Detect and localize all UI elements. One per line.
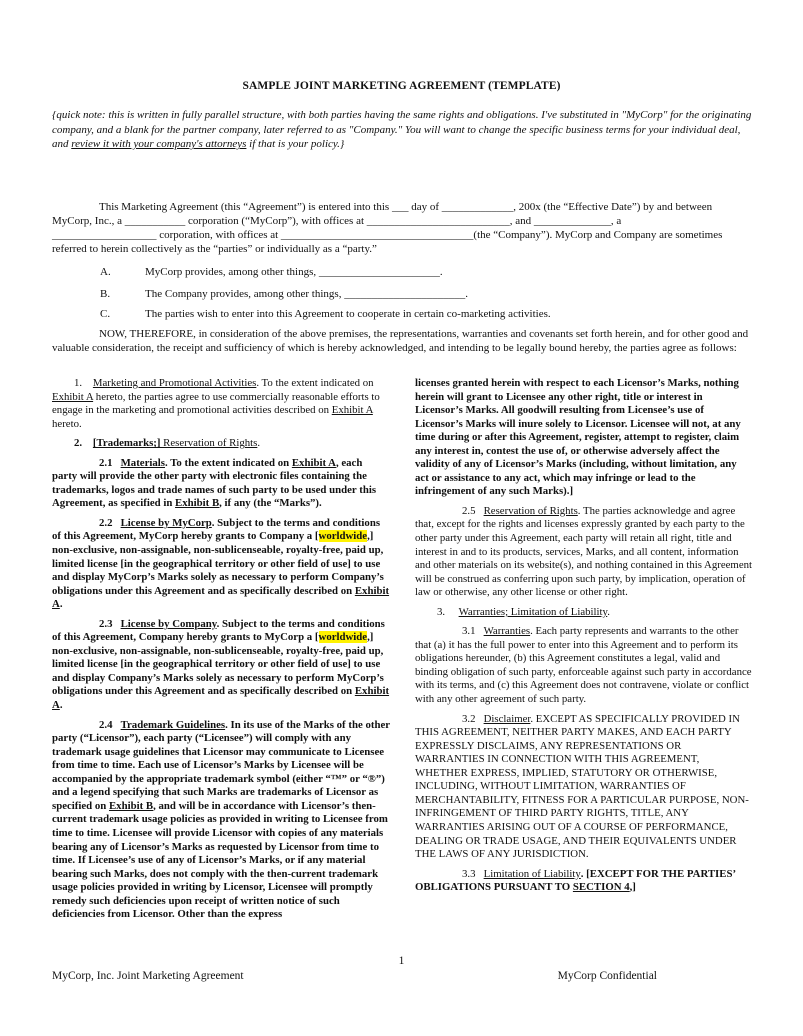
exhibit-reference: Exhibit A — [52, 390, 94, 403]
section-heading: Trademark Guidelines — [120, 718, 226, 731]
section-2-5 — [415, 505, 753, 600]
section-text: . The parties acknowledge and agree that, except for the rights and licenses expressly granted by each party to the other party under this Agreement, each party will retain all right, title and interest in and to its products, services, Marks, and all content, information and other materials on its website(s), and nothing contained in this Agreement will be construed as conferring upon such party, by implication, operation of law or otherwise, any other license or other right. — [415, 504, 753, 599]
section-heading-bracket: [Trademarks;] — [92, 437, 161, 450]
section-heading: Reservation of Rights — [160, 437, 258, 450]
recital-label: B. — [100, 288, 111, 300]
note-text-end: if that is your policy.} — [246, 138, 345, 150]
left-column — [52, 377, 390, 922]
preamble-line-1: This Marketing Agreement (this “Agreement”) is entered into this ___ day of _____________, 200x (the “Effective Date”) by and between — [99, 201, 713, 213]
section-text: , if any (the “Marks”). — [219, 497, 322, 510]
exhibit-reference: Exhibit B — [175, 497, 220, 510]
highlighted-text: worldwide — [318, 631, 368, 644]
section-text: . Subject to the terms and conditions of this Agreement, Company hereby grants to MyCorp a [ — [52, 617, 385, 644]
section-2-4 — [52, 719, 390, 922]
note-underlined-text: review it with your company's attorneys — [71, 138, 247, 150]
section-text: hereto. — [52, 417, 82, 430]
document-title: SAMPLE JOINT MARKETING AGREEMENT (TEMPLATE) — [242, 80, 561, 92]
page-number: 1 — [398, 955, 405, 967]
section-number: 3.1 — [462, 625, 476, 638]
section-number: 1. — [74, 377, 83, 389]
preamble-line-2: MyCorp, Inc., a ___________ corporation (“MyCorp”), with offices at __________________________, and ______________, a — [52, 215, 622, 227]
section-number: 2.2 — [99, 516, 113, 529]
exhibit-reference: Exhibit A — [291, 456, 336, 469]
section-text: . — [257, 437, 261, 450]
section-text: , and will be in accordance with Licensor’s then-current trademark usage policies as provided in writing to Licensee from time to time. Licensee will provide Licensor with copies of any materials bearing any of Licensor’s Marks as requested by Licensor from time to time. If Licensee’s use of any of Licensor’s Marks, or if any material bearing such Marks, does not comply with the then-current trademark usage policies provided in writing by Licensor, Licensee will promptly remedy such deficiencies upon receipt of written notice of such deficiencies from Licensor. Other than the express — [52, 799, 388, 921]
section-text: hereto, the parties agree to use commercially reasonable efforts to engage in the marketing and promotional activities described on — [52, 390, 380, 417]
preamble-line-4: referred to herein collectively as the “parties” or individually as a “party.” — [52, 243, 377, 255]
section-2-2 — [52, 517, 390, 612]
section-number: 3. — [437, 605, 446, 618]
section-text: . To the extent indicated on — [256, 377, 374, 389]
section-text: ,] non-exclusive, non-assignable, non-sublicenseable, royalty-free, paid up, limited license [in the geographical territory or other field of use] to use and display MyCorp’s Marks solely as necessary to perform Company’s obligations under this Agreement and as specifically described on — [52, 530, 384, 597]
section-text: . [EXCEPT FOR THE PARTIES’ OBLIGATIONS PURSUANT TO — [415, 867, 736, 894]
section-text: ,] — [629, 881, 636, 894]
section-text: ,] non-exclusive, non-assignable, non-sublicenseable, royalty-free, paid up, limited license [in the geographical territory or other field of use] to use and display Company’s Marks solely as necessary to perform MyCorp’s obligations under this Agreement and as specifically described on — [52, 631, 384, 698]
section-3-3 — [415, 868, 753, 895]
quick-note — [52, 108, 754, 152]
section-heading: Disclaimer — [483, 712, 531, 725]
section-text: . — [59, 598, 63, 611]
section-3-2 — [415, 713, 753, 862]
highlighted-text: worldwide — [318, 530, 368, 543]
exhibit-reference: Exhibit A — [331, 404, 373, 417]
recital-text: The Company provides, among other things, ______________________. — [145, 288, 468, 300]
section-heading: License by Company — [120, 617, 217, 630]
section-2-4-continued: licenses granted herein with respect to each Licensor’s Marks, nothing herein will grant to Licensee any other right, title or interest in Licensor’s Marks. All goodwill resulting from Licensee’s use of Licensor’s Marks will inure solely to Licensor. Licensee will not, at any time during or after this Agreement, register, attempt to register, claim any interest in, contest the use of, or otherwise adversely affect the validity of any of Licensor’s Marks (including, without limitation, any act or assistance to any act, which may infringe or lead to the infringement of any such Marks).] — [415, 377, 741, 498]
section-number: 3.3 — [462, 867, 476, 880]
now-therefore-paragraph — [52, 327, 754, 355]
recital-label: A. — [100, 266, 111, 278]
section-heading: Marketing and Promotional Activities — [92, 377, 257, 389]
preamble — [52, 200, 754, 256]
recital-text: MyCorp provides, among other things, ______________________. — [145, 266, 443, 278]
section-text: . EXCEPT AS SPECIFICALLY PROVIDED IN THIS AGREEMENT, NEITHER PARTY MAKES, AND EACH PARTY EXPRESSLY DISCLAIMS, ANY REPRESENTATIONS OR WARRANTIES IN CONNECTION WITH THIS AGREEMENT, WHETHER EXPRESS, IMPLIED, STATUTORY OR OTHERWISE, INCLUDING, WITHOUT LIMITATION, WARRANTIES OF MERCHANTABILITY, FITNESS FOR A PARTICULAR PURPOSE, NON-INFRINGEMENT OF THIRD PARTY RIGHTS, TITLE, ANY WARRANTIES ARISING OUT OF A COURSE OF PERFORMANCE, DEALING OR TRADE USAGE, AND THEIR EQUIVALENTS UNDER THE LAWS OF ANY JURISDICTION. — [415, 712, 749, 861]
section-2-3 — [52, 618, 390, 713]
section-2 — [52, 437, 390, 451]
section-reference: SECTION 4 — [572, 881, 630, 894]
section-number: 2.5 — [462, 504, 476, 517]
section-heading: Materials — [120, 456, 165, 469]
section-text: . To the extent indicated on — [164, 456, 292, 469]
section-3-1 — [415, 625, 753, 706]
section-text: . In its use of the Marks of the other party (“Licensor”), each party (“Licensee”) will comply with any trademark usage guidelines that Licensor may communicate to Licensee from time to time. Each use of Licensor’s Marks by Licensee will be accompanied by the appropriate trademark symbol (either “™” or “®”) and a legend specifying that such Marks are trademarks of Licensor as specified on — [52, 718, 390, 812]
section-number: 2. — [74, 437, 83, 450]
section-heading: Reservation of Rights — [483, 504, 578, 517]
section-text: . Subject to the terms and conditions of this Agreement, MyCorp hereby grants to Company a [ — [52, 516, 381, 543]
section-number: 2.3 — [99, 617, 113, 630]
section-3 — [415, 606, 753, 620]
section-number: 2.1 — [99, 456, 113, 469]
section-number: 2.4 — [99, 718, 113, 731]
footer-right: MyCorp Confidential — [557, 970, 657, 982]
now-therefore-text: NOW, THEREFORE, in consideration of the above premises, the representations, warranties and covenants set forth herein, and for other good and valuable consideration, the receipt and sufficiency of which is hereby acknowledged, and intending to be legally bound hereby, the parties agree as follows: — [52, 328, 749, 354]
section-text: , each party will provide the other party with electronic files containing the trademarks, logos and trade names of such party to be used under this Agreement, as specified in — [52, 456, 377, 510]
right-column — [415, 377, 753, 895]
section-text: . — [59, 699, 63, 712]
footer-left: MyCorp, Inc. Joint Marketing Agreement — [52, 970, 244, 982]
recital-text: The parties wish to enter into this Agreement to cooperate in certain co-marketing activities. — [145, 308, 551, 320]
section-heading: Warranties; Limitation of Liability — [458, 605, 608, 618]
section-number: 3.2 — [462, 712, 476, 725]
section-1 — [52, 377, 390, 431]
section-text: . — [607, 605, 610, 618]
recital-label: C. — [100, 308, 111, 320]
exhibit-reference: Exhibit A — [52, 685, 390, 712]
exhibit-reference: Exhibit B — [108, 799, 154, 812]
preamble-line-3: ___________________ corporation, with offices at ___________________________________(the “Company”). MyCorp and Company are sometimes — [52, 229, 723, 241]
note-text: {quick note: this is written in fully parallel structure, with both parties having the same rights and obligations. I've substituted in "MyCorp" for the originating company, and a blank for the partner company, later referred to as "Company." You will want to change the specific business terms for your individual deal, and — [52, 109, 752, 150]
section-heading: Warranties — [483, 625, 531, 638]
section-text: . Each party represents and warrants to the other that (a) it has the full power to enter into this Agreement and to perform its obligations hereunder, (b) this Agreement constitutes a legal, valid and binding obligation of such party, enforceable against such party in accordance with its terms, and (c) this Agreement does not contravene, violate or conflict with any other agreement of such party. — [415, 625, 752, 706]
section-heading: License by MyCorp — [120, 516, 212, 529]
exhibit-reference: Exhibit A — [52, 584, 390, 611]
section-2-1 — [52, 457, 390, 511]
section-heading: Limitation of Liability — [483, 867, 581, 880]
